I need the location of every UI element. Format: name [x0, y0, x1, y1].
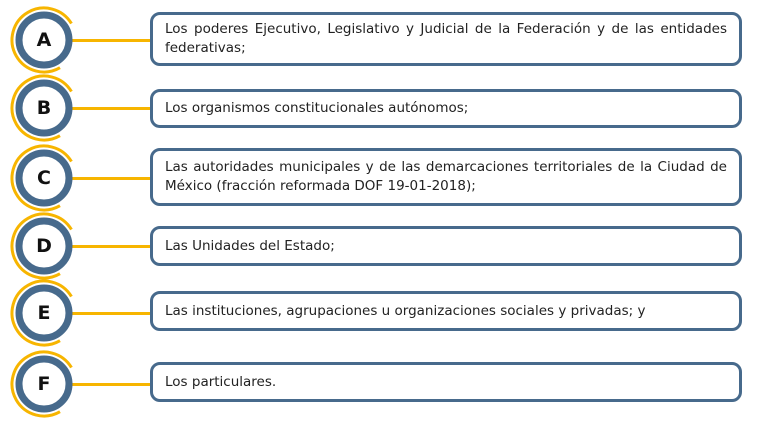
item-text: Las instituciones, agrupaciones u organizaciones sociales y privadas; y [165, 302, 646, 319]
letter-badge [8, 348, 80, 420]
item-box [150, 12, 742, 66]
item-text: Las autoridades municipales y de las demarcaciones territoriales de la Ciudad de México (fracción reformada DOF 19-01-2018); [165, 159, 727, 194]
badge-letter: C [37, 167, 51, 189]
connector-line [72, 245, 152, 248]
item-text: Las Unidades del Estado; [165, 237, 335, 254]
letter-badge [8, 277, 80, 349]
letter-badge [8, 72, 80, 144]
item-box [150, 291, 742, 331]
item-text: Los organismos constitucionales autónomos; [165, 100, 469, 116]
badge-letter: D [36, 235, 52, 257]
connector-line [72, 177, 152, 180]
letter-badge [8, 4, 80, 76]
badge-letter: A [36, 29, 52, 51]
item-box [150, 148, 742, 206]
connector-line [72, 107, 152, 110]
item-box [150, 362, 742, 402]
letter-badge [8, 142, 80, 214]
badge-letter: E [37, 302, 51, 324]
item-box [150, 89, 742, 128]
connector-line [72, 39, 152, 42]
badge-letter: F [37, 373, 51, 395]
letter-badge [8, 210, 80, 282]
item-text: Los poderes Ejecutivo, Legislativo y Judicial de la Federación y de las entidades federativas; [165, 21, 727, 56]
badge-letter: B [36, 97, 52, 119]
connector-line [72, 312, 152, 315]
connector-line [72, 383, 152, 386]
item-text: Los particulares. [165, 373, 277, 390]
item-box [150, 226, 742, 266]
